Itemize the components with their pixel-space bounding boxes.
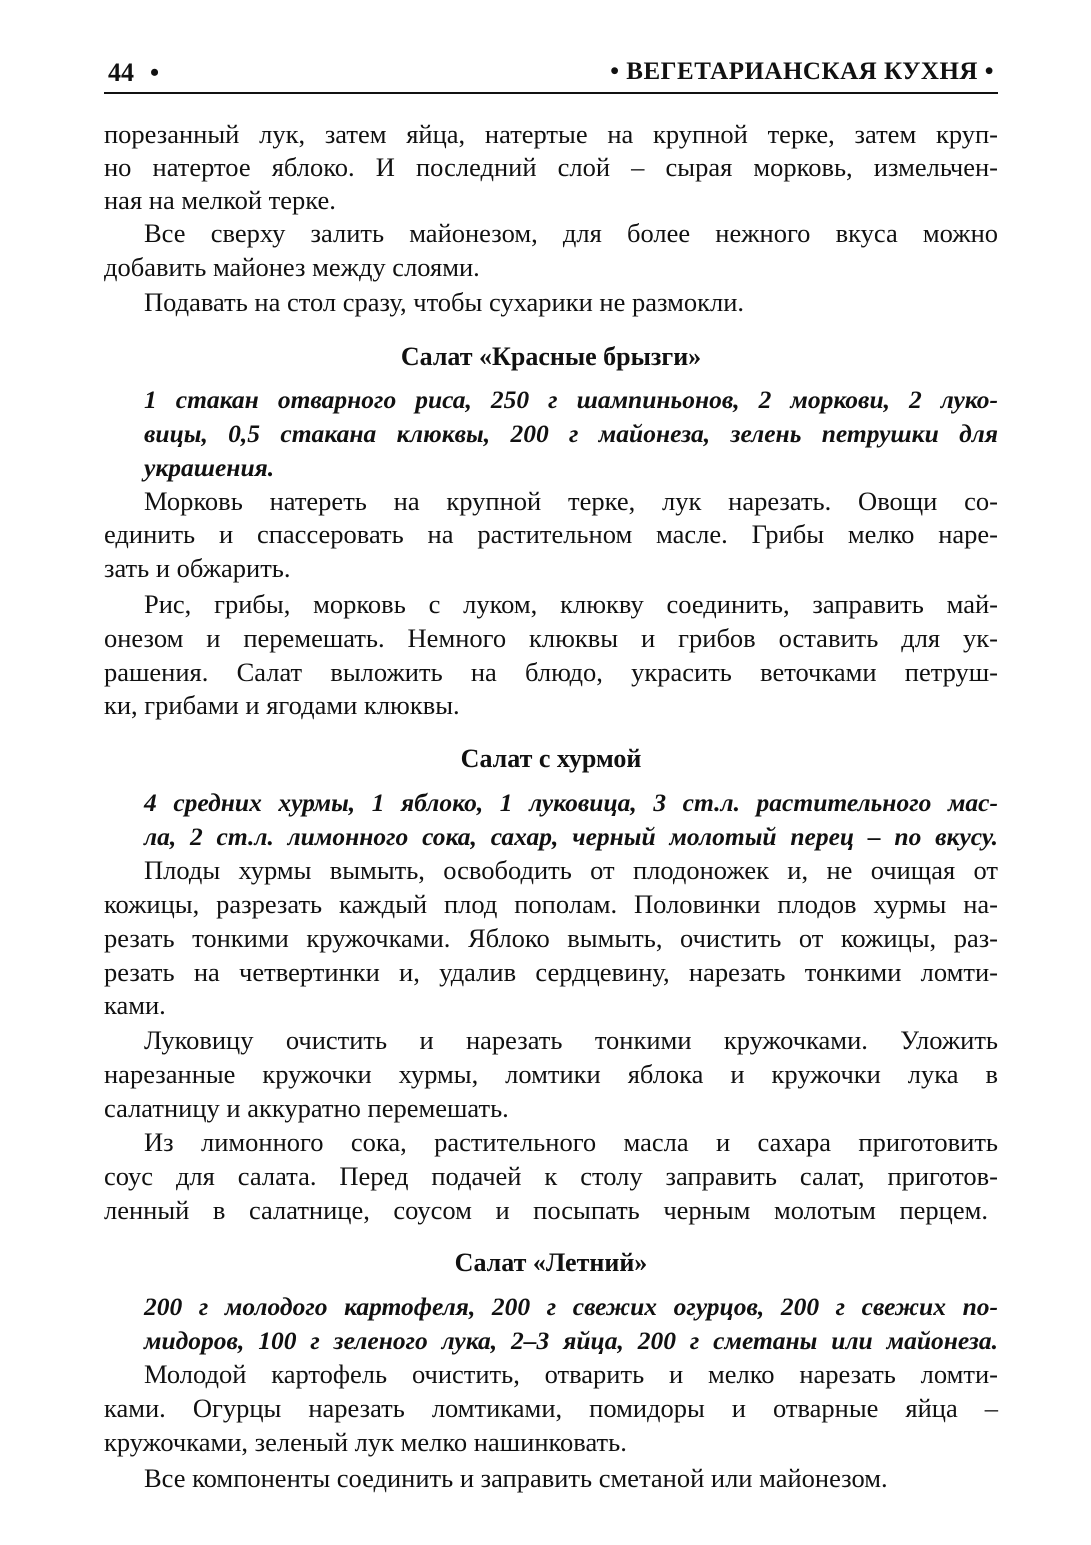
ingredients-line: 1 стакан отварного риса, 250 г шампиньонов, 2 моркови, 2 луко- xyxy=(144,385,998,414)
intro-line: порезанный лук, затем яйца, натертые на крупной терке, затем круп- xyxy=(104,119,998,149)
intro-line: Подавать на стол сразу, чтобы сухарики не размокли. xyxy=(144,287,745,317)
recipe-text-line: Из лимонного сока, растительного масла и сахара приготовить xyxy=(144,1127,998,1157)
recipe-text-line: Рис, грибы, морковь с луком, клюкву соединить, заправить май- xyxy=(144,589,998,619)
recipe-text-line: единить и спассеровать на растительном масле. Грибы мелко наре- xyxy=(104,519,998,549)
recipe-text-line: нарезанные кружочки хурмы, ломтики яблока и кружочки лука в xyxy=(104,1059,998,1089)
recipe-text-line: Плоды хурмы вымыть, освободить от плодоножек и, не очищая от xyxy=(144,855,998,885)
book-title: • ВЕГЕТАРИАНСКАЯ КУХНЯ • xyxy=(610,58,994,85)
recipe-text-line: кружочками, зеленый лук мелко нашинковать. xyxy=(104,1427,627,1457)
recipe-text-line: рашения. Салат выложить на блюдо, украсить веточками петруш- xyxy=(104,657,998,687)
recipe-title: Салат «Красные брызги» xyxy=(400,342,702,371)
recipe-title: Салат с хурмой xyxy=(460,744,642,773)
ingredients-line: украшения. xyxy=(144,453,275,482)
recipe-text-line: ленный в салатнице, соусом и посыпать черным молотым перцем. xyxy=(104,1195,988,1225)
intro-line: Все сверху залить майонезом, для более нежного вкуса можно xyxy=(144,218,998,248)
recipe-text-line: Морковь натереть на крупной терке, лук нарезать. Овощи со- xyxy=(144,486,998,516)
ingredients-line: 200 г молодого картофеля, 200 г свежих огурцов, 200 г свежих по- xyxy=(144,1292,998,1321)
recipe-text-line: Луковицу очистить и нарезать тонкими кружочками. Уложить xyxy=(144,1025,998,1055)
intro-line: но натертое яблоко. И последний слой – сырая морковь, измельчен- xyxy=(104,152,998,182)
recipe-text-line: ками. xyxy=(104,990,166,1020)
recipe-text-line: онезом и перемешать. Немного клюквы и грибов оставить для ук- xyxy=(104,623,998,653)
recipe-text-line: Все компоненты соединить и заправить сметаной или майонезом. xyxy=(144,1463,888,1493)
recipe-text-line: зать и обжарить. xyxy=(104,553,291,583)
recipe-title: Салат «Летний» xyxy=(454,1248,648,1277)
ingredients-line: вицы, 0,5 стакана клюквы, 200 г майонеза, зелень петрушки для xyxy=(144,419,998,448)
ingredients-line: мидоров, 100 г зеленого лука, 2–3 яйца, 200 г сметаны или майонеза. xyxy=(144,1326,998,1355)
ingredients-line: 4 средних хурмы, 1 яблоко, 1 луковица, 3 ст.л. растительного мас- xyxy=(144,788,998,817)
recipe-text-line: соус для салата. Перед подачей к столу заправить салат, приготов- xyxy=(104,1161,998,1191)
ingredients-line: ла, 2 ст.л. лимонного сока, сахар, черный молотый перец – по вкусу. xyxy=(144,822,998,851)
intro-line: добавить майонез между слоями. xyxy=(104,252,480,282)
recipe-text-line: Молодой картофель очистить, отварить и мелко нарезать ломти- xyxy=(144,1359,998,1389)
page-number: 44 • xyxy=(108,58,160,87)
running-header xyxy=(104,58,998,94)
intro-line: ная на мелкой терке. xyxy=(104,185,336,215)
recipe-text-line: салатницу и аккуратно перемешать. xyxy=(104,1093,509,1123)
recipe-text-line: ки, грибами и ягодами клюквы. xyxy=(104,690,460,720)
recipe-text-line: резать тонкими кружочками. Яблоко вымыть, очистить от кожицы, раз- xyxy=(104,923,998,953)
recipe-text-line: ками. Огурцы нарезать ломтиками, помидоры и отварные яйца – xyxy=(104,1393,998,1423)
recipe-text-line: кожицы, разрезать каждый плод пополам. Половинки плодов хурмы на- xyxy=(104,889,998,919)
page-number-dot: • xyxy=(150,58,160,87)
recipe-text-line: резать на четвертинки и, удалив сердцевину, нарезать тонкими ломти- xyxy=(104,957,998,987)
